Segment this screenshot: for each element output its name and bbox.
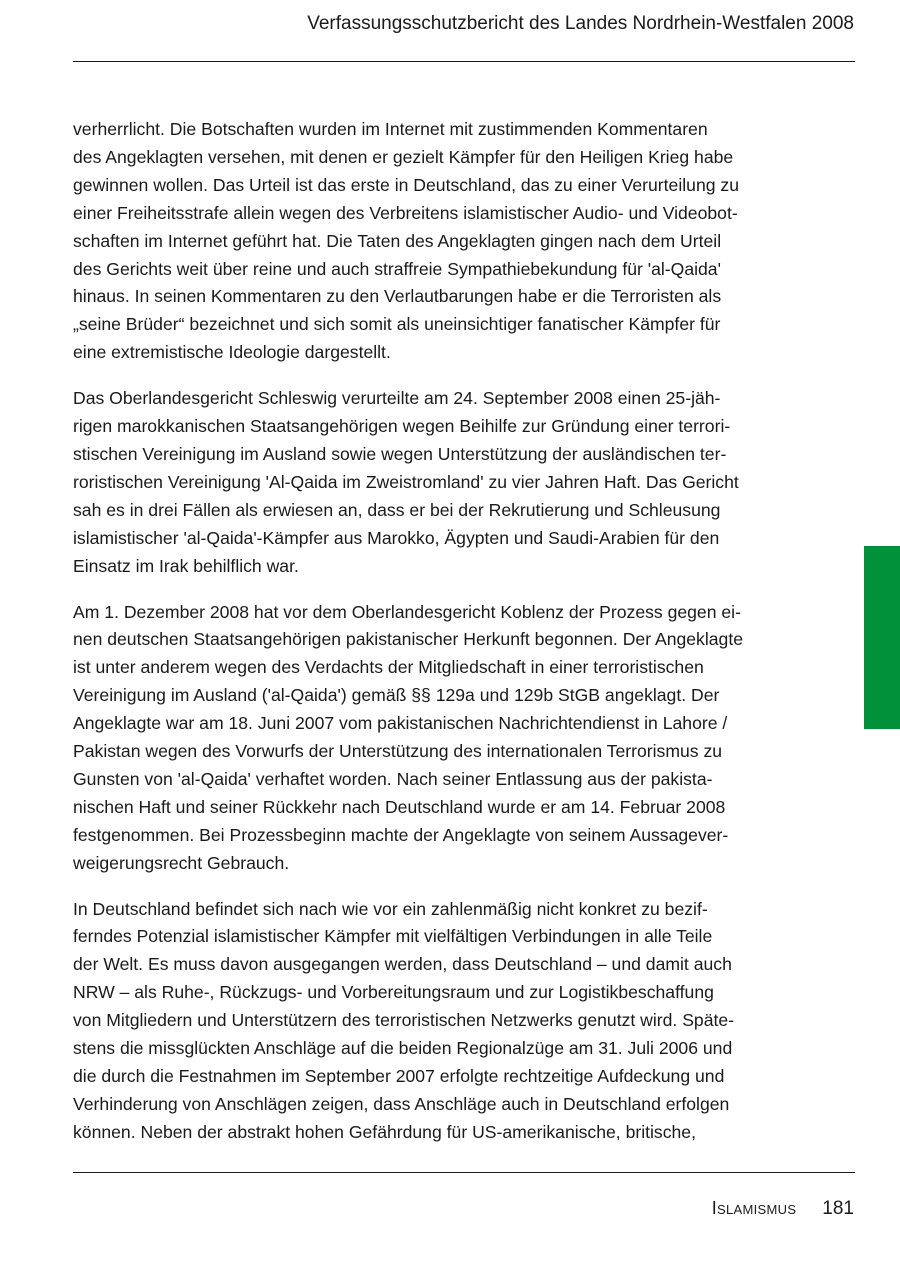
text-line: stischen Vereinigung im Ausland sowie wegen Unterstützung der ausländischen ter- xyxy=(73,443,727,464)
text-line: einer Freiheitsstrafe allein wegen des Verbreitens islamistischer Audio- und Videobot- xyxy=(73,202,738,223)
text-line: die durch die Festnahmen im September 2007 erfolgte rechtzeitige Aufdeckung und xyxy=(73,1066,725,1086)
text-line: Gunsten von 'al-Qaida' verhaftet worden. Nach seiner Entlassung aus der pakista- xyxy=(73,768,713,789)
paragraph-2 xyxy=(73,385,833,580)
text-line: „seine Brüder“ bezeichnet und sich somit als uneinsichtiger fanatischer Kämpfer für xyxy=(73,314,721,335)
header-rule xyxy=(73,61,855,62)
text-line: nischen Haft und seiner Rückkehr nach Deutschland wurde er am 14. Februar 2008 xyxy=(73,796,726,817)
text-line: der Welt. Es muss davon ausgegangen werden, dass Deutschland – und damit auch xyxy=(73,954,732,975)
footer-rule xyxy=(73,1172,855,1173)
text-line: verherrlicht. Die Botschaften wurden im Internet mit zustimmenden Kommentaren xyxy=(73,119,708,139)
page-footer xyxy=(712,1198,854,1220)
text-line: schaften im Internet geführt hat. Die Taten des Angeklagten gingen nach dem Urteil xyxy=(73,230,722,251)
text-line: Vereinigung im Ausland ('al-Qaida') gemäß §§ 129a und 129b StGB angeklagt. Der xyxy=(73,685,720,706)
text-line: können. Neben der abstrakt hohen Gefährdung für US-amerikanische, britische, xyxy=(73,1121,696,1142)
section-label: Islamismus xyxy=(711,1198,797,1218)
text-line: In Deutschland befindet sich nach wie vor ein zahlenmäßig nicht konkret zu bezif- xyxy=(73,898,708,919)
text-line: NRW – als Ruhe-, Rückzugs- und Vorbereitungsraum und zur Logistikbeschaffung xyxy=(73,982,714,1003)
text-line: nen deutschen Staatsangehörigen pakistanischer Herkunft begonnen. Der Angeklagte xyxy=(73,629,744,650)
section-color-tab xyxy=(864,546,900,729)
text-line: rigen marokkanischen Staatsangehörigen wegen Beihilfe zur Gründung einer terrori- xyxy=(73,416,731,437)
text-line: Das Oberlandesgericht Schleswig verurteilte am 24. September 2008 einen 25-jäh- xyxy=(73,388,721,409)
text-line: festgenommen. Bei Prozessbeginn machte der Angeklagte von seinem Aussagever- xyxy=(73,824,729,845)
text-line: gewinnen wollen. Das Urteil ist das erste in Deutschland, das zu einer Verurteilung zu xyxy=(73,174,739,195)
text-line: eine extremistische Ideologie dargestellt. xyxy=(73,342,391,363)
text-line: islamistischer 'al-Qaida'-Kämpfer aus Marokko, Ägypten und Saudi-Arabien für den xyxy=(73,527,720,548)
text-line: roristischen Vereinigung 'Al-Qaida im Zweistromland' zu vier Jahren Haft. Das Gericht xyxy=(73,471,739,492)
paragraph-1 xyxy=(73,116,833,367)
text-line: Verhinderung von Anschlägen zeigen, dass Anschläge auch in Deutschland erfolgen xyxy=(73,1093,730,1114)
text-line: Pakistan wegen des Vorwurfs der Unterstützung des internationalen Terrorismus zu xyxy=(73,741,723,762)
text-line: hinaus. In seinen Kommentaren zu den Verlautbarungen habe er die Terroristen als xyxy=(73,286,722,307)
text-line: Einsatz im Irak behilflich war. xyxy=(73,555,299,576)
text-line: ist unter anderem wegen des Verdachts der Mitgliedschaft in einer terroristischen xyxy=(73,657,704,678)
text-line: Angeklagte war am 18. Juni 2007 vom pakistanischen Nachrichtendienst in Lahore / xyxy=(73,713,728,734)
text-line: sah es in drei Fällen als erwiesen an, dass er bei der Rekrutierung und Schleusung xyxy=(73,499,721,520)
paragraph-4 xyxy=(73,896,833,1147)
text-line: von Mitgliedern und Unterstützern des terroristischen Netzwerks genutzt wird. Späte- xyxy=(73,1010,735,1031)
text-line: stens die missglückten Anschläge auf die beiden Regionalzüge am 31. Juli 2006 und xyxy=(73,1038,733,1059)
text-line: ferndes Potenzial islamistischer Kämpfer mit vielfältigen Verbindungen in alle Teile xyxy=(73,926,713,947)
page-number: 181 xyxy=(822,1198,854,1219)
body-text xyxy=(73,116,833,1165)
paragraph-3 xyxy=(73,599,833,878)
text-line: des Gerichts weit über reine und auch straffreie Sympathiebekundung für 'al-Qaida' xyxy=(73,258,721,279)
text-line: des Angeklagten versehen, mit denen er gezielt Kämpfer für den Heiligen Krieg habe xyxy=(73,146,734,167)
text-line: weigerungsrecht Gebrauch. xyxy=(73,852,290,873)
text-line: Am 1. Dezember 2008 hat vor dem Oberlandesgericht Koblenz der Prozess gegen ei- xyxy=(73,601,741,622)
running-header-title: Verfassungsschutzbericht des Landes Nordrhein-Westfalen 2008 xyxy=(307,13,854,34)
